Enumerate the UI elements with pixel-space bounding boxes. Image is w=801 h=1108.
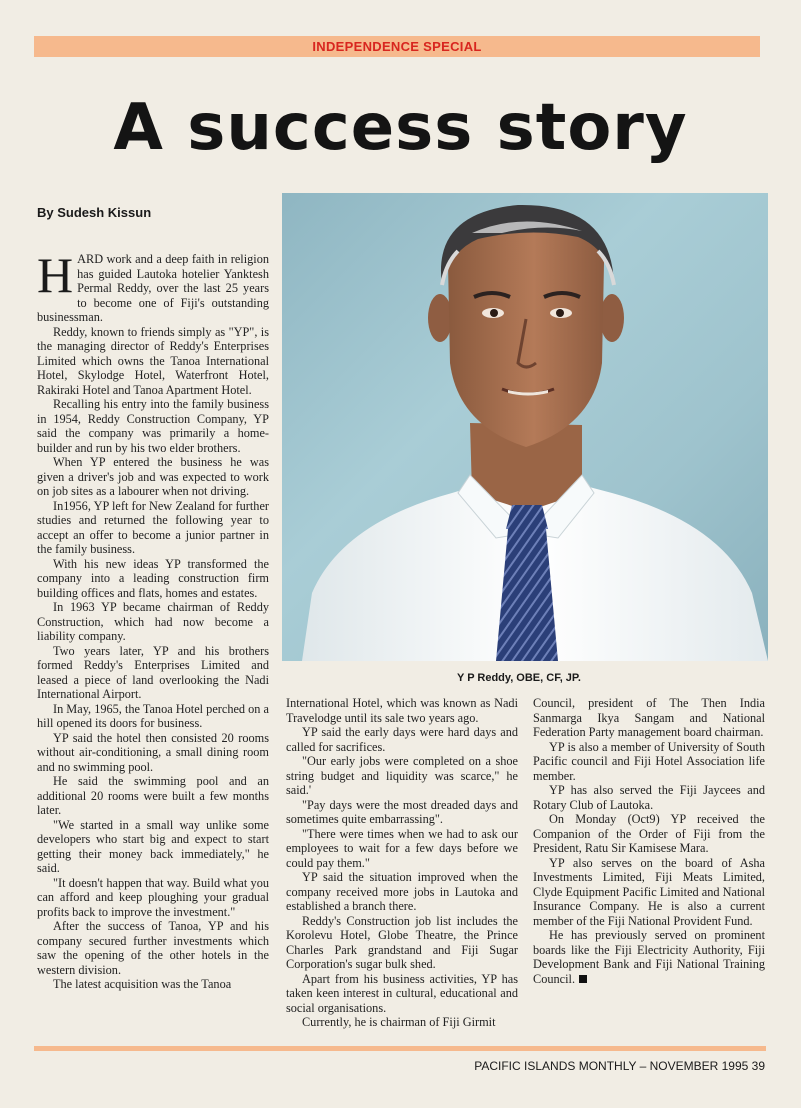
- paragraph: Recalling his entry into the family business in 1954, Reddy Construction Company, YP said the company was primarily a home-builder and run by his two elder brothers.: [37, 397, 269, 455]
- paragraph: HARD work and a deep faith in religion has guided Lautoka hotelier Yanktesh Permal Reddy, over the last 25 years to become one of Fiji's outstanding businessman.: [37, 252, 269, 324]
- paragraph: Council, president of The Then India Sanmarga Ikya Sangam and National Federation Party management board chairman.: [533, 696, 765, 739]
- paragraph: Currently, he is chairman of Fiji Girmit: [301, 1015, 496, 1029]
- portrait-photo: [282, 193, 768, 661]
- article-column-3: [533, 696, 765, 1016]
- paragraph: "Pay days were the most dreaded days and sometimes quite embarrassing".: [286, 797, 518, 826]
- section-banner: INDEPENDENCE SPECIAL: [34, 36, 760, 57]
- paragraph: Reddy, known to friends simply as "YP", is the managing director of Reddy's Enterprises Limited which owns the Tanoa International Hotel, Skylodge Hotel, Waterfront Hotel, Rakiraki Hotel and Tanoa Apartment Hotel.: [37, 324, 269, 397]
- paragraph: Reddy's Construction job list includes the Korolevu Hotel, Globe Theatre, the Prince Charles Park grandstand and Fiji Sugar Corporation's sugar bulk shed.: [286, 913, 518, 971]
- article-column-1: [37, 252, 269, 1044]
- byline: By Sudesh Kissun: [37, 205, 152, 220]
- bottom-rule: [34, 1046, 766, 1051]
- paragraph: On Monday (Oct9) YP received the Companion of the Order of Fiji from the President, Ratu Sir Kamisese Mara.: [533, 812, 765, 855]
- headline: A success story: [113, 91, 688, 165]
- end-mark-icon: [579, 975, 587, 983]
- paragraph: Two years later, YP and his brothers formed Reddy's Enterprises Limited and leased a piece of land overlooking the Nadi International Airport.: [37, 643, 269, 701]
- page-footer: PACIFIC ISLANDS MONTHLY – NOVEMBER 1995 39: [474, 1059, 765, 1073]
- paragraph: YP said the early days were hard days and called for sacrifices.: [286, 725, 518, 754]
- paragraph: In1956, YP left for New Zealand for further studies and returned the following year to accept an offer to become a junior partner in the family business.: [37, 498, 269, 556]
- paragraph: The latest acquisition was the Tanoa: [52, 977, 232, 991]
- paragraph: YP said the situation improved when the company received more jobs in Lautoka and established a branch there.: [286, 870, 518, 913]
- paragraph: When YP entered the business he was given a driver's job and was expected to work on job sites as a labourer when not driving.: [37, 455, 269, 498]
- portrait-illustration: [282, 193, 768, 661]
- paragraph: After the success of Tanoa, YP and his company secured further investments which saw the opening of the other hotels in the western division.: [37, 919, 269, 977]
- paragraph: "We started in a small way unlike some developers who start big and expect to start getting their money back immediately," he said.: [37, 817, 269, 875]
- paragraph: "It doesn't happen that way. Build what you can afford and keep ploughing your gradual profits back to improve the investment.": [37, 875, 269, 919]
- drop-cap: H: [37, 252, 74, 303]
- paragraph: He has previously served on prominent boards like the Fiji Electricity Authority, Fiji Development Bank and Fiji National Training Council.: [533, 928, 765, 986]
- paragraph: With his new ideas YP transformed the company into a leading construction firm building offices and flats, homes and estates.: [37, 556, 269, 600]
- photo-caption: Y P Reddy, OBE, CF, JP.: [457, 672, 581, 684]
- paragraph: "Our early jobs were completed on a shoe string budget and liquidity was scarce," he said.': [286, 754, 518, 797]
- paragraph: YP is also a member of University of South Pacific council and Fiji Hotel Association life member.: [533, 739, 765, 783]
- paragraph: He said the swimming pool and an additional 20 rooms were built a few months later.: [37, 774, 269, 817]
- paragraph: Apart from his business activities, YP has taken keen interest in cultural, educational and social organisations.: [286, 971, 518, 1015]
- paragraph: International Hotel, which was known as Nadi Travelodge until its sale two years ago.: [286, 696, 518, 725]
- paragraph: YP also serves on the board of Asha Investments Limited, Fiji Meats Limited, Clyde Equipment Pacific Limited and National Insurance Company. He is also a current member of the Fiji National Provident Fund.: [533, 855, 765, 928]
- article-column-2: [286, 696, 518, 1042]
- paragraph: In May, 1965, the Tanoa Hotel perched on a hill opened its doors for business.: [37, 701, 269, 730]
- paragraph: In 1963 YP became chairman of Reddy Construction, which had now become a liability company.: [37, 600, 269, 643]
- paragraph: "There were times when we had to ask our employees to wait for a few days before we could pay them.": [286, 826, 518, 870]
- paragraph: YP said the hotel then consisted 20 rooms without air-conditioning, a small dining room and no swimming pool.: [37, 730, 269, 774]
- paragraph: YP has also served the Fiji Jaycees and Rotary Club of Lautoka.: [533, 783, 765, 812]
